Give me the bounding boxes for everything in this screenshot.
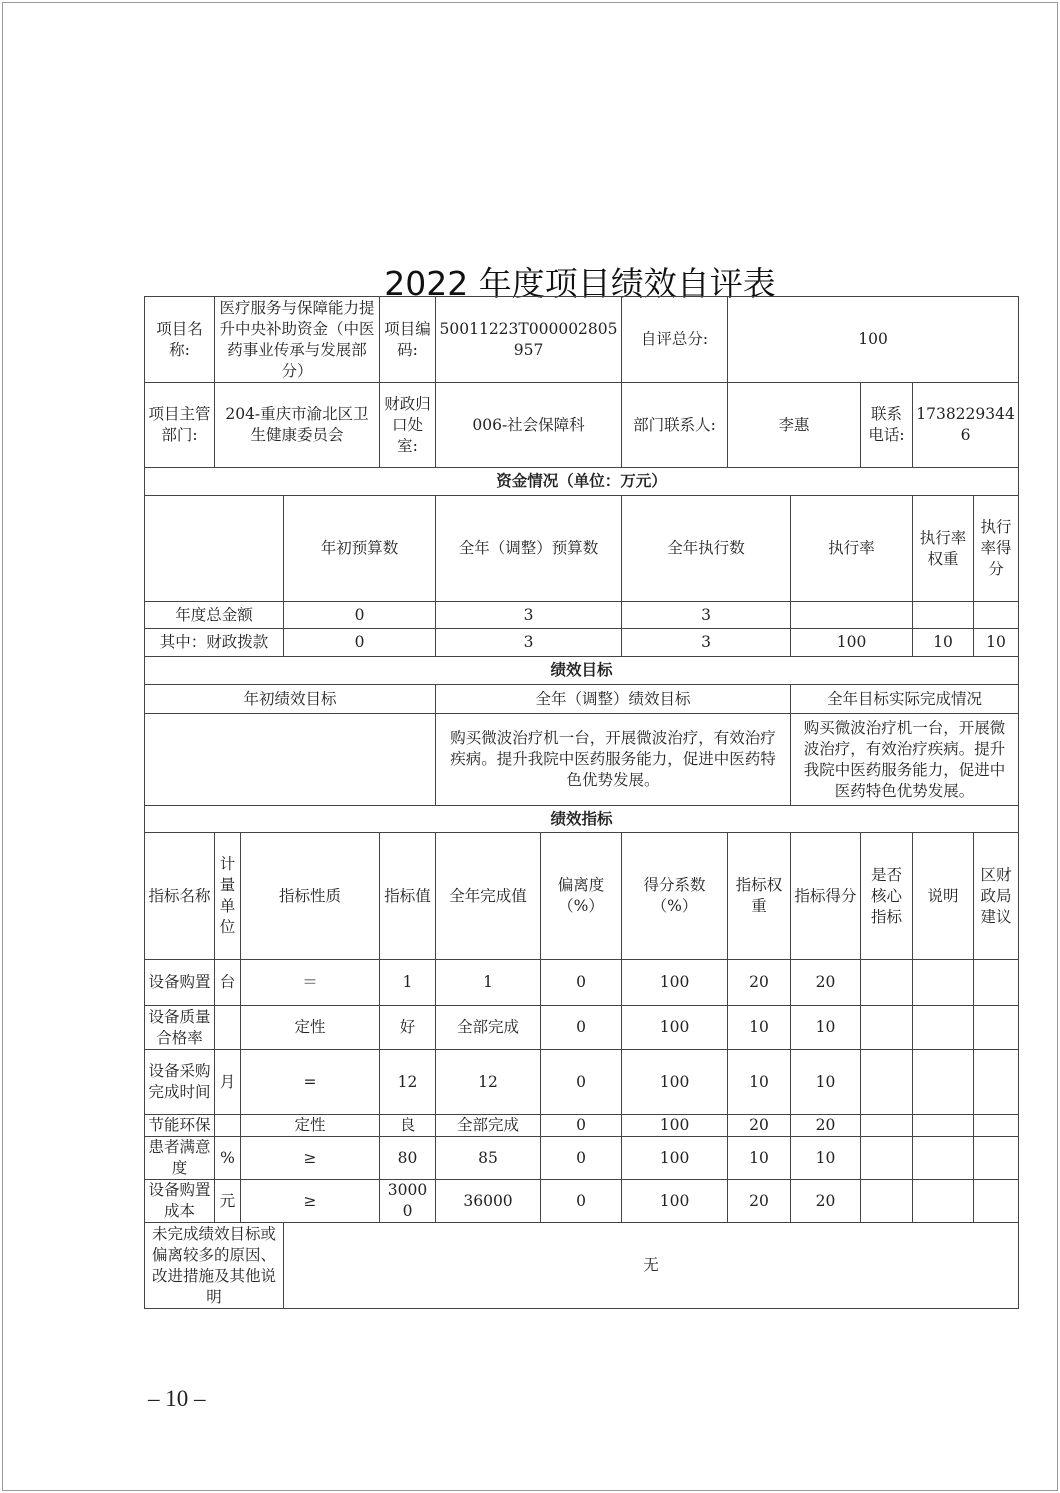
ind-cell: 100 [622, 1006, 728, 1050]
funds-cell: 3 [622, 602, 791, 629]
dept-value: 204-重庆市渝北区卫生健康委员会 [215, 383, 380, 468]
page-number: – 10 – [148, 1386, 206, 1411]
ind-cell: 好 [380, 1006, 436, 1050]
ind-cell: 患者满意度 [145, 1137, 215, 1180]
indicator-row [145, 1137, 1019, 1180]
funds-header-row [145, 496, 1019, 602]
ind-header-deviation: 偏离度（%） [541, 833, 622, 960]
ind-cell: 全部完成 [436, 1006, 541, 1050]
funds-header-rate-weight: 执行率权重 [913, 496, 974, 602]
goals-header-row [145, 685, 1019, 714]
ind-cell: 20 [728, 1180, 791, 1223]
ind-cell: 良 [380, 1115, 436, 1137]
ind-cell: 月 [215, 1050, 241, 1115]
ind-cell: 30000 [380, 1180, 436, 1223]
funds-row-label: 其中：财政拨款 [145, 629, 284, 657]
ind-cell [974, 1180, 1019, 1223]
ind-cell [861, 1050, 913, 1115]
ind-cell [913, 1006, 974, 1050]
ind-cell: 设备购置成本 [145, 1180, 215, 1223]
ind-cell [974, 960, 1019, 1006]
ind-cell: 0 [541, 1137, 622, 1180]
ind-cell: 1 [436, 960, 541, 1006]
ind-cell: ≥ [241, 1180, 380, 1223]
finance-office-label: 财政归口处室: [380, 383, 436, 468]
ind-cell [974, 1006, 1019, 1050]
ind-cell [215, 1006, 241, 1050]
ind-cell: 10 [791, 1050, 861, 1115]
goals-section-row [145, 657, 1019, 685]
goals-adjusted-text: 购买微波治疗机一台，开展微波治疗，有效治疗疾病。提升我院中医药服务能力，促进中医药特色优势发展。 [436, 714, 791, 806]
indicator-row [145, 960, 1019, 1006]
goals-col-initial: 年初绩效目标 [145, 685, 436, 714]
project-name-label: 项目名称: [145, 297, 215, 383]
funds-cell: 0 [284, 629, 436, 657]
ind-cell: 设备质量合格率 [145, 1006, 215, 1050]
ind-cell [974, 1137, 1019, 1180]
ind-cell: 20 [728, 1115, 791, 1137]
goals-content-row [145, 714, 1019, 806]
ind-header-weight: 指标权重 [728, 833, 791, 960]
funds-cell [913, 602, 974, 629]
ind-cell: 100 [622, 1137, 728, 1180]
goals-initial-text [145, 714, 436, 806]
funds-row-fiscal [145, 629, 1019, 657]
ind-header-suggestion: 区财政局建议 [974, 833, 1019, 960]
self-score-label: 自评总分: [622, 297, 728, 383]
remarks-label: 未完成绩效目标或偏离较多的原因、改进措施及其他说明 [145, 1223, 284, 1309]
remarks-value: 无 [284, 1223, 1019, 1309]
project-code-value: 50011223T000002805957 [436, 297, 622, 383]
ind-cell: 20 [728, 960, 791, 1006]
ind-cell [861, 1006, 913, 1050]
ind-cell: 元 [215, 1180, 241, 1223]
ind-header-name: 指标名称 [145, 833, 215, 960]
form-title: 2022 年度项目绩效自评表 [384, 264, 776, 303]
ind-header-unit: 计量单位 [215, 833, 241, 960]
goals-col-actual: 全年目标实际完成情况 [791, 685, 1019, 714]
ind-cell: 0 [541, 1006, 622, 1050]
indicators-header-row [145, 833, 1019, 960]
finance-office-value: 006-社会保障科 [436, 383, 622, 468]
ind-cell: 100 [622, 960, 728, 1006]
indicators-section-row [145, 806, 1019, 833]
goals-actual-text: 购买微波治疗机一台，开展微波治疗，有效治疗疾病。提升我院中医药服务能力，促进中医药特色优势发展。 [791, 714, 1019, 806]
ind-cell: 全部完成 [436, 1115, 541, 1137]
ind-cell: 设备购置 [145, 960, 215, 1006]
ind-cell [861, 960, 913, 1006]
phone-label: 联系电话: [861, 383, 913, 468]
ind-cell: 100 [622, 1115, 728, 1137]
ind-cell: 100 [622, 1180, 728, 1223]
indicator-row [145, 1006, 1019, 1050]
ind-cell: 0 [541, 960, 622, 1006]
performance-evaluation-table [144, 296, 1019, 1309]
ind-cell: 0 [541, 1180, 622, 1223]
indicator-row [145, 1115, 1019, 1137]
ind-cell [215, 1115, 241, 1137]
funds-row-label: 年度总金额 [145, 602, 284, 629]
dept-label: 项目主管部门: [145, 383, 215, 468]
funds-header-rate-score: 执行率得分 [974, 496, 1019, 602]
header-row-dept [145, 383, 1019, 468]
goals-section-title: 绩效目标 [145, 657, 1019, 685]
funds-cell: 10 [974, 629, 1019, 657]
ind-cell: 12 [380, 1050, 436, 1115]
ind-cell: 100 [622, 1050, 728, 1115]
ind-cell [974, 1115, 1019, 1137]
indicator-row [145, 1180, 1019, 1223]
funds-header-adjusted-budget: 全年（调整）预算数 [436, 496, 622, 602]
funds-section-row [145, 468, 1019, 496]
funds-cell: 3 [436, 629, 622, 657]
ind-cell: ＝ [241, 960, 380, 1006]
ind-cell: 节能环保 [145, 1115, 215, 1137]
ind-cell: 0 [541, 1050, 622, 1115]
ind-cell: 20 [791, 960, 861, 1006]
funds-cell: 0 [284, 602, 436, 629]
ind-header-core: 是否核心指标 [861, 833, 913, 960]
ind-cell: 10 [728, 1137, 791, 1180]
ind-cell [913, 1115, 974, 1137]
ind-cell [913, 1050, 974, 1115]
ind-cell: 10 [728, 1006, 791, 1050]
ind-cell: ≥ [241, 1137, 380, 1180]
ind-cell: 20 [791, 1180, 861, 1223]
ind-cell: 12 [436, 1050, 541, 1115]
funds-header-blank [145, 496, 284, 602]
contact-label: 部门联系人: [622, 383, 728, 468]
ind-cell [861, 1137, 913, 1180]
ind-cell [974, 1050, 1019, 1115]
ind-cell [861, 1180, 913, 1223]
ind-header-note: 说明 [913, 833, 974, 960]
ind-cell [913, 960, 974, 1006]
ind-cell: 36000 [436, 1180, 541, 1223]
ind-cell: 20 [791, 1115, 861, 1137]
funds-cell [974, 602, 1019, 629]
header-row-project [145, 297, 1019, 383]
ind-header-nature: 指标性质 [241, 833, 380, 960]
project-name-value: 医疗服务与保障能力提升中央补助资金（中医药事业传承与发展部分） [215, 297, 380, 383]
funds-row-total [145, 602, 1019, 629]
funds-cell [791, 602, 913, 629]
ind-cell: 1 [380, 960, 436, 1006]
ind-cell: % [215, 1137, 241, 1180]
indicators-section-title: 绩效指标 [145, 806, 1019, 833]
ind-cell: 定性 [241, 1115, 380, 1137]
funds-cell: 100 [791, 629, 913, 657]
phone-value: 17382293446 [913, 383, 1019, 468]
contact-value: 李惠 [728, 383, 861, 468]
project-code-label: 项目编码: [380, 297, 436, 383]
ind-cell: 0 [541, 1115, 622, 1137]
ind-header-target: 指标值 [380, 833, 436, 960]
ind-header-score: 指标得分 [791, 833, 861, 960]
ind-header-coefficient: 得分系数（%） [622, 833, 728, 960]
ind-cell: 80 [380, 1137, 436, 1180]
funds-header-executed: 全年执行数 [622, 496, 791, 602]
remarks-row [145, 1223, 1019, 1309]
ind-cell: 10 [728, 1050, 791, 1115]
ind-cell: 10 [791, 1137, 861, 1180]
funds-section-title: 资金情况（单位：万元） [145, 468, 1019, 496]
ind-header-actual: 全年完成值 [436, 833, 541, 960]
funds-cell: 10 [913, 629, 974, 657]
ind-cell: 台 [215, 960, 241, 1006]
funds-cell: 3 [436, 602, 622, 629]
ind-cell [913, 1180, 974, 1223]
self-score-value: 100 [728, 297, 1019, 383]
ind-cell: 设备采购完成时间 [145, 1050, 215, 1115]
goals-col-adjusted: 全年（调整）绩效目标 [436, 685, 791, 714]
funds-cell: 3 [622, 629, 791, 657]
indicator-row [145, 1050, 1019, 1115]
funds-header-initial-budget: 年初预算数 [284, 496, 436, 602]
ind-cell: 85 [436, 1137, 541, 1180]
ind-cell [913, 1137, 974, 1180]
ind-cell: = [241, 1050, 380, 1115]
funds-header-execution-rate: 执行率 [791, 496, 913, 602]
ind-cell [861, 1115, 913, 1137]
ind-cell: 定性 [241, 1006, 380, 1050]
ind-cell: 10 [791, 1006, 861, 1050]
